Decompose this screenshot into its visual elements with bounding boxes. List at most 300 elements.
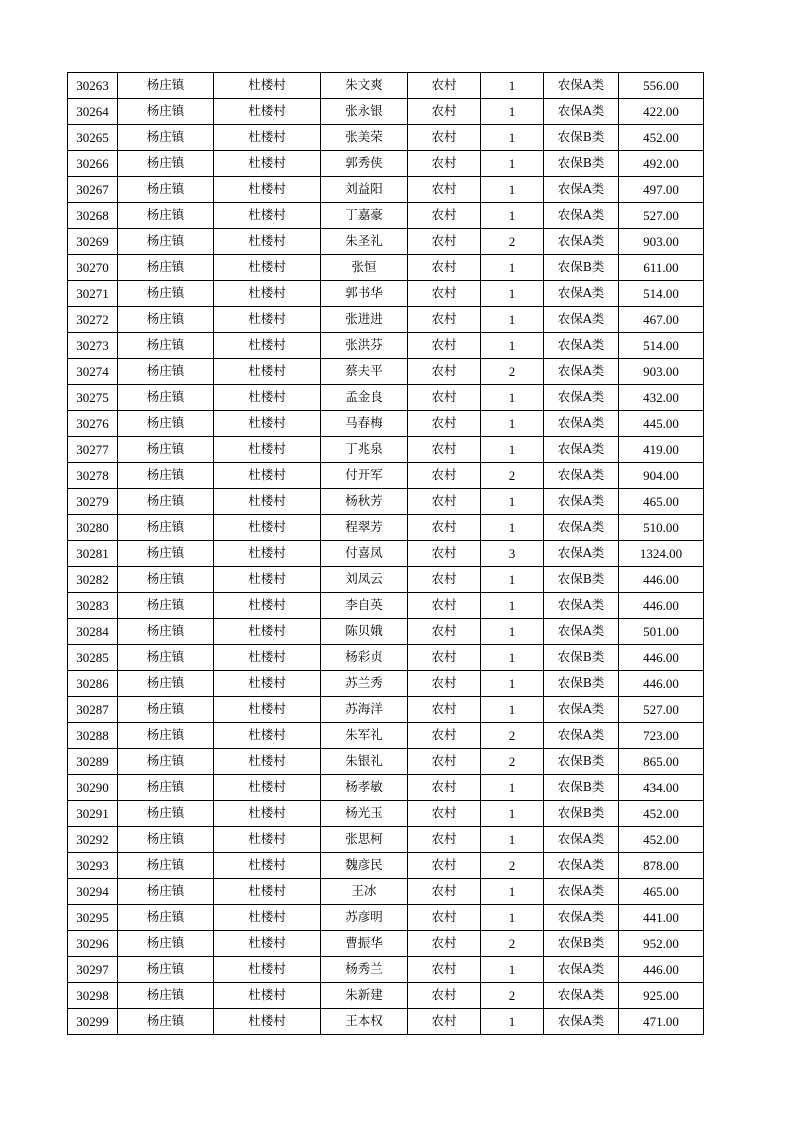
name-cell: 曹振华 (321, 931, 408, 957)
household-size-cell: 1 (481, 801, 544, 827)
household-size-cell: 1 (481, 671, 544, 697)
town-cell: 杨庄镇 (118, 957, 214, 983)
table-row (68, 125, 704, 151)
amount-cell: 419.00 (619, 437, 704, 463)
insurance-category-cell: 农保B类 (544, 645, 619, 671)
residence-type-cell: 农村 (408, 177, 481, 203)
residence-type-cell: 农村 (408, 99, 481, 125)
residence-type-cell: 农村 (408, 229, 481, 255)
record-id-cell: 30272 (68, 307, 118, 333)
record-id-cell: 30274 (68, 359, 118, 385)
insurance-category-cell: 农保A类 (544, 385, 619, 411)
town-cell: 杨庄镇 (118, 645, 214, 671)
record-id-cell: 30290 (68, 775, 118, 801)
table-row (68, 801, 704, 827)
town-cell: 杨庄镇 (118, 333, 214, 359)
insurance-category-cell: 农保A类 (544, 827, 619, 853)
village-cell: 杜楼村 (214, 905, 321, 931)
insurance-category-cell: 农保A类 (544, 307, 619, 333)
residence-type-cell: 农村 (408, 437, 481, 463)
residence-type-cell: 农村 (408, 983, 481, 1009)
record-id-cell: 30267 (68, 177, 118, 203)
name-cell: 杨秀兰 (321, 957, 408, 983)
town-cell: 杨庄镇 (118, 359, 214, 385)
record-id-cell: 30271 (68, 281, 118, 307)
insurance-category-cell: 农保A类 (544, 879, 619, 905)
record-id-cell: 30295 (68, 905, 118, 931)
village-cell: 杜楼村 (214, 99, 321, 125)
residence-type-cell: 农村 (408, 203, 481, 229)
insurance-category-cell: 农保B类 (544, 931, 619, 957)
amount-cell: 723.00 (619, 723, 704, 749)
household-size-cell: 1 (481, 567, 544, 593)
table-row (68, 463, 704, 489)
table-row (68, 983, 704, 1009)
record-id-cell: 30275 (68, 385, 118, 411)
residence-type-cell: 农村 (408, 801, 481, 827)
insurance-category-cell: 农保A类 (544, 99, 619, 125)
town-cell: 杨庄镇 (118, 931, 214, 957)
household-size-cell: 1 (481, 957, 544, 983)
village-cell: 杜楼村 (214, 879, 321, 905)
amount-cell: 446.00 (619, 567, 704, 593)
name-cell: 孟金良 (321, 385, 408, 411)
town-cell: 杨庄镇 (118, 177, 214, 203)
residence-type-cell: 农村 (408, 645, 481, 671)
town-cell: 杨庄镇 (118, 307, 214, 333)
insurance-category-cell: 农保A类 (544, 723, 619, 749)
town-cell: 杨庄镇 (118, 983, 214, 1009)
town-cell: 杨庄镇 (118, 723, 214, 749)
name-cell: 王本权 (321, 1009, 408, 1035)
village-cell: 杜楼村 (214, 515, 321, 541)
village-cell: 杜楼村 (214, 541, 321, 567)
name-cell: 杨孝敏 (321, 775, 408, 801)
record-id-cell: 30273 (68, 333, 118, 359)
record-id-cell: 30265 (68, 125, 118, 151)
insurance-category-cell: 农保A类 (544, 515, 619, 541)
name-cell: 朱军礼 (321, 723, 408, 749)
insurance-category-cell: 农保A类 (544, 697, 619, 723)
residence-type-cell: 农村 (408, 515, 481, 541)
name-cell: 付开军 (321, 463, 408, 489)
village-cell: 杜楼村 (214, 125, 321, 151)
town-cell: 杨庄镇 (118, 671, 214, 697)
record-id-cell: 30294 (68, 879, 118, 905)
household-size-cell: 1 (481, 307, 544, 333)
residence-type-cell: 农村 (408, 853, 481, 879)
residence-type-cell: 农村 (408, 73, 481, 99)
name-cell: 朱文爽 (321, 73, 408, 99)
name-cell: 张思柯 (321, 827, 408, 853)
household-size-cell: 1 (481, 385, 544, 411)
record-id-cell: 30266 (68, 151, 118, 177)
name-cell: 张永银 (321, 99, 408, 125)
insurance-category-cell: 农保B类 (544, 801, 619, 827)
record-id-cell: 30263 (68, 73, 118, 99)
household-size-cell: 1 (481, 619, 544, 645)
amount-cell: 527.00 (619, 697, 704, 723)
residence-type-cell: 农村 (408, 619, 481, 645)
amount-cell: 514.00 (619, 281, 704, 307)
insurance-category-cell: 农保A类 (544, 73, 619, 99)
name-cell: 苏彦明 (321, 905, 408, 931)
household-size-cell: 2 (481, 463, 544, 489)
village-cell: 杜楼村 (214, 151, 321, 177)
table-row (68, 827, 704, 853)
table-row (68, 645, 704, 671)
amount-cell: 611.00 (619, 255, 704, 281)
village-cell: 杜楼村 (214, 671, 321, 697)
residence-type-cell: 农村 (408, 749, 481, 775)
name-cell: 朱银礼 (321, 749, 408, 775)
name-cell: 李自英 (321, 593, 408, 619)
record-id-cell: 30277 (68, 437, 118, 463)
town-cell: 杨庄镇 (118, 619, 214, 645)
name-cell: 杨光玉 (321, 801, 408, 827)
town-cell: 杨庄镇 (118, 255, 214, 281)
village-cell: 杜楼村 (214, 645, 321, 671)
table-row (68, 879, 704, 905)
residence-type-cell: 农村 (408, 775, 481, 801)
amount-cell: 556.00 (619, 73, 704, 99)
table-row (68, 697, 704, 723)
household-size-cell: 2 (481, 723, 544, 749)
table-row (68, 73, 704, 99)
town-cell: 杨庄镇 (118, 203, 214, 229)
insurance-category-cell: 农保A类 (544, 437, 619, 463)
town-cell: 杨庄镇 (118, 229, 214, 255)
insurance-category-cell: 农保A类 (544, 853, 619, 879)
town-cell: 杨庄镇 (118, 775, 214, 801)
village-cell: 杜楼村 (214, 957, 321, 983)
amount-cell: 452.00 (619, 801, 704, 827)
village-cell: 杜楼村 (214, 437, 321, 463)
residence-type-cell: 农村 (408, 489, 481, 515)
record-id-cell: 30283 (68, 593, 118, 619)
table-row (68, 99, 704, 125)
household-size-cell: 3 (481, 541, 544, 567)
town-cell: 杨庄镇 (118, 853, 214, 879)
name-cell: 蔡夫平 (321, 359, 408, 385)
household-size-cell: 1 (481, 99, 544, 125)
village-cell: 杜楼村 (214, 931, 321, 957)
town-cell: 杨庄镇 (118, 905, 214, 931)
insurance-category-cell: 农保A类 (544, 541, 619, 567)
amount-cell: 422.00 (619, 99, 704, 125)
household-size-cell: 1 (481, 827, 544, 853)
household-size-cell: 1 (481, 203, 544, 229)
name-cell: 付喜凤 (321, 541, 408, 567)
record-id-cell: 30296 (68, 931, 118, 957)
amount-cell: 501.00 (619, 619, 704, 645)
insurance-category-cell: 农保B类 (544, 775, 619, 801)
table-row (68, 255, 704, 281)
amount-cell: 514.00 (619, 333, 704, 359)
household-size-cell: 1 (481, 437, 544, 463)
amount-cell: 903.00 (619, 359, 704, 385)
record-id-cell: 30289 (68, 749, 118, 775)
household-size-cell: 1 (481, 73, 544, 99)
household-size-cell: 1 (481, 879, 544, 905)
residence-type-cell: 农村 (408, 593, 481, 619)
name-cell: 朱新建 (321, 983, 408, 1009)
amount-cell: 510.00 (619, 515, 704, 541)
town-cell: 杨庄镇 (118, 515, 214, 541)
village-cell: 杜楼村 (214, 1009, 321, 1035)
residence-type-cell: 农村 (408, 463, 481, 489)
roster-table (67, 72, 704, 1035)
town-cell: 杨庄镇 (118, 489, 214, 515)
name-cell: 郭秀侠 (321, 151, 408, 177)
residence-type-cell: 农村 (408, 281, 481, 307)
amount-cell: 441.00 (619, 905, 704, 931)
village-cell: 杜楼村 (214, 853, 321, 879)
village-cell: 杜楼村 (214, 307, 321, 333)
residence-type-cell: 农村 (408, 411, 481, 437)
amount-cell: 952.00 (619, 931, 704, 957)
record-id-cell: 30298 (68, 983, 118, 1009)
table-row (68, 931, 704, 957)
amount-cell: 904.00 (619, 463, 704, 489)
insurance-category-cell: 农保A类 (544, 411, 619, 437)
household-size-cell: 1 (481, 411, 544, 437)
insurance-category-cell: 农保A类 (544, 333, 619, 359)
village-cell: 杜楼村 (214, 385, 321, 411)
name-cell: 陈贝娥 (321, 619, 408, 645)
record-id-cell: 30279 (68, 489, 118, 515)
name-cell: 张恒 (321, 255, 408, 281)
table-row (68, 307, 704, 333)
name-cell: 苏兰秀 (321, 671, 408, 697)
amount-cell: 446.00 (619, 671, 704, 697)
table-row (68, 281, 704, 307)
name-cell: 张进进 (321, 307, 408, 333)
amount-cell: 878.00 (619, 853, 704, 879)
table-row (68, 619, 704, 645)
amount-cell: 446.00 (619, 593, 704, 619)
household-size-cell: 2 (481, 749, 544, 775)
amount-cell: 471.00 (619, 1009, 704, 1035)
household-size-cell: 1 (481, 697, 544, 723)
insurance-category-cell: 农保B类 (544, 125, 619, 151)
record-id-cell: 30270 (68, 255, 118, 281)
household-size-cell: 1 (481, 905, 544, 931)
town-cell: 杨庄镇 (118, 411, 214, 437)
table-row (68, 151, 704, 177)
name-cell: 杨彩贞 (321, 645, 408, 671)
record-id-cell: 30284 (68, 619, 118, 645)
insurance-category-cell: 农保A类 (544, 463, 619, 489)
insurance-category-cell: 农保B类 (544, 567, 619, 593)
residence-type-cell: 农村 (408, 333, 481, 359)
amount-cell: 497.00 (619, 177, 704, 203)
amount-cell: 465.00 (619, 489, 704, 515)
table-row (68, 333, 704, 359)
table-row (68, 671, 704, 697)
amount-cell: 452.00 (619, 827, 704, 853)
name-cell: 魏彦民 (321, 853, 408, 879)
insurance-category-cell: 农保A类 (544, 619, 619, 645)
record-id-cell: 30288 (68, 723, 118, 749)
household-size-cell: 1 (481, 151, 544, 177)
household-size-cell: 2 (481, 931, 544, 957)
household-size-cell: 1 (481, 489, 544, 515)
name-cell: 张美荣 (321, 125, 408, 151)
table-row (68, 359, 704, 385)
table-row (68, 489, 704, 515)
insurance-category-cell: 农保A类 (544, 489, 619, 515)
insurance-category-cell: 农保B类 (544, 151, 619, 177)
record-id-cell: 30286 (68, 671, 118, 697)
household-size-cell: 2 (481, 229, 544, 255)
town-cell: 杨庄镇 (118, 463, 214, 489)
name-cell: 丁嘉豪 (321, 203, 408, 229)
table-row (68, 593, 704, 619)
record-id-cell: 30280 (68, 515, 118, 541)
village-cell: 杜楼村 (214, 333, 321, 359)
insurance-category-cell: 农保A类 (544, 593, 619, 619)
residence-type-cell: 农村 (408, 255, 481, 281)
residence-type-cell: 农村 (408, 827, 481, 853)
table-row (68, 775, 704, 801)
record-id-cell: 30291 (68, 801, 118, 827)
table-row (68, 229, 704, 255)
town-cell: 杨庄镇 (118, 593, 214, 619)
village-cell: 杜楼村 (214, 983, 321, 1009)
record-id-cell: 30292 (68, 827, 118, 853)
amount-cell: 465.00 (619, 879, 704, 905)
record-id-cell: 30282 (68, 567, 118, 593)
household-size-cell: 2 (481, 853, 544, 879)
table-row (68, 567, 704, 593)
village-cell: 杜楼村 (214, 229, 321, 255)
roster-table-body (68, 73, 704, 1035)
record-id-cell: 30276 (68, 411, 118, 437)
village-cell: 杜楼村 (214, 567, 321, 593)
table-row (68, 749, 704, 775)
name-cell: 杨秋芳 (321, 489, 408, 515)
village-cell: 杜楼村 (214, 411, 321, 437)
residence-type-cell: 农村 (408, 567, 481, 593)
amount-cell: 1324.00 (619, 541, 704, 567)
table-row (68, 853, 704, 879)
residence-type-cell: 农村 (408, 671, 481, 697)
residence-type-cell: 农村 (408, 125, 481, 151)
record-id-cell: 30299 (68, 1009, 118, 1035)
amount-cell: 925.00 (619, 983, 704, 1009)
household-size-cell: 1 (481, 593, 544, 619)
household-size-cell: 1 (481, 1009, 544, 1035)
village-cell: 杜楼村 (214, 177, 321, 203)
table-row (68, 957, 704, 983)
table-row (68, 385, 704, 411)
town-cell: 杨庄镇 (118, 73, 214, 99)
name-cell: 刘凤云 (321, 567, 408, 593)
document-page (67, 72, 704, 1035)
village-cell: 杜楼村 (214, 619, 321, 645)
village-cell: 杜楼村 (214, 255, 321, 281)
household-size-cell: 2 (481, 983, 544, 1009)
residence-type-cell: 农村 (408, 151, 481, 177)
village-cell: 杜楼村 (214, 203, 321, 229)
town-cell: 杨庄镇 (118, 749, 214, 775)
record-id-cell: 30278 (68, 463, 118, 489)
town-cell: 杨庄镇 (118, 281, 214, 307)
town-cell: 杨庄镇 (118, 125, 214, 151)
insurance-category-cell: 农保A类 (544, 359, 619, 385)
insurance-category-cell: 农保A类 (544, 229, 619, 255)
household-size-cell: 1 (481, 281, 544, 307)
record-id-cell: 30281 (68, 541, 118, 567)
name-cell: 刘益阳 (321, 177, 408, 203)
household-size-cell: 1 (481, 515, 544, 541)
table-row (68, 541, 704, 567)
town-cell: 杨庄镇 (118, 1009, 214, 1035)
record-id-cell: 30264 (68, 99, 118, 125)
record-id-cell: 30287 (68, 697, 118, 723)
household-size-cell: 1 (481, 333, 544, 359)
amount-cell: 432.00 (619, 385, 704, 411)
record-id-cell: 30293 (68, 853, 118, 879)
residence-type-cell: 农村 (408, 879, 481, 905)
name-cell: 苏海洋 (321, 697, 408, 723)
town-cell: 杨庄镇 (118, 879, 214, 905)
residence-type-cell: 农村 (408, 541, 481, 567)
amount-cell: 434.00 (619, 775, 704, 801)
household-size-cell: 2 (481, 359, 544, 385)
insurance-category-cell: 农保B类 (544, 255, 619, 281)
table-row (68, 411, 704, 437)
village-cell: 杜楼村 (214, 489, 321, 515)
name-cell: 朱圣礼 (321, 229, 408, 255)
name-cell: 丁兆泉 (321, 437, 408, 463)
village-cell: 杜楼村 (214, 359, 321, 385)
village-cell: 杜楼村 (214, 73, 321, 99)
table-row (68, 905, 704, 931)
residence-type-cell: 农村 (408, 385, 481, 411)
household-size-cell: 1 (481, 775, 544, 801)
amount-cell: 452.00 (619, 125, 704, 151)
insurance-category-cell: 农保B类 (544, 671, 619, 697)
village-cell: 杜楼村 (214, 463, 321, 489)
town-cell: 杨庄镇 (118, 697, 214, 723)
village-cell: 杜楼村 (214, 281, 321, 307)
table-row (68, 437, 704, 463)
table-row (68, 723, 704, 749)
residence-type-cell: 农村 (408, 957, 481, 983)
residence-type-cell: 农村 (408, 1009, 481, 1035)
amount-cell: 446.00 (619, 957, 704, 983)
household-size-cell: 1 (481, 125, 544, 151)
record-id-cell: 30268 (68, 203, 118, 229)
amount-cell: 445.00 (619, 411, 704, 437)
amount-cell: 903.00 (619, 229, 704, 255)
amount-cell: 492.00 (619, 151, 704, 177)
amount-cell: 865.00 (619, 749, 704, 775)
village-cell: 杜楼村 (214, 801, 321, 827)
village-cell: 杜楼村 (214, 697, 321, 723)
amount-cell: 446.00 (619, 645, 704, 671)
insurance-category-cell: 农保A类 (544, 983, 619, 1009)
name-cell: 马春梅 (321, 411, 408, 437)
name-cell: 王冰 (321, 879, 408, 905)
insurance-category-cell: 农保A类 (544, 957, 619, 983)
household-size-cell: 1 (481, 255, 544, 281)
household-size-cell: 1 (481, 645, 544, 671)
town-cell: 杨庄镇 (118, 827, 214, 853)
insurance-category-cell: 农保A类 (544, 203, 619, 229)
